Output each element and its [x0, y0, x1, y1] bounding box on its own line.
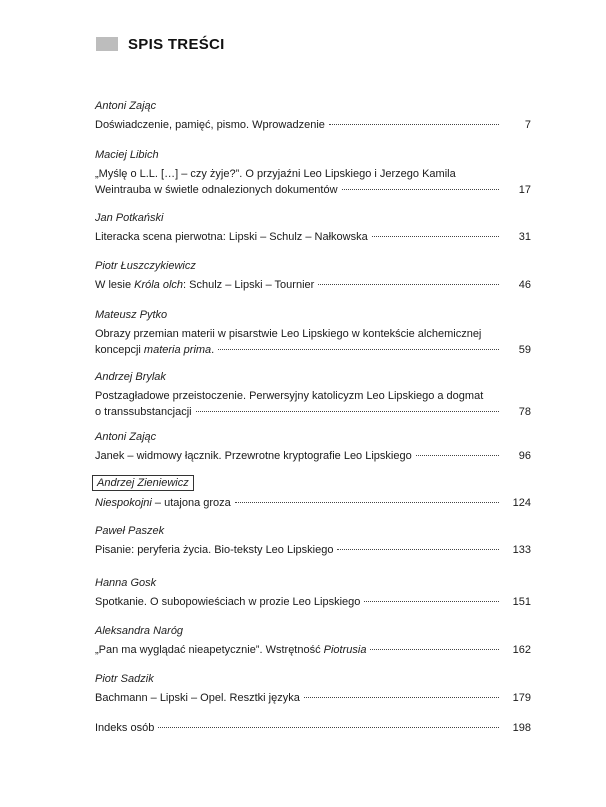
entry-title: Bachmann – Lipski – Opel. Resztki języka	[95, 692, 300, 704]
entry-author: Jan Potkański	[95, 212, 164, 224]
entry-page: 7	[524, 119, 531, 131]
entry-author: Mateusz Pytko	[95, 309, 168, 321]
toc-entry[interactable]	[95, 429, 531, 464]
header-bar-decoration	[96, 37, 118, 51]
entry-page: 17	[518, 184, 531, 196]
toc-entry[interactable]	[95, 147, 531, 198]
entry-title: Spotkanie. O subopowieściach w prozie Leo Lipskiego	[95, 596, 361, 608]
entry-page: 179	[512, 692, 531, 704]
entry-author-highlighted: Andrzej Zieniewicz	[92, 475, 194, 491]
toc-entry[interactable]	[95, 258, 531, 293]
entry-page: 31	[518, 231, 531, 243]
entry-title-line: „Myślę o L.L. […] – czy żyje?”. O przyjaźni Leo Lipskiego i Jerzego Kamila	[95, 168, 456, 180]
entry-page: 96	[518, 450, 531, 462]
leader-dots	[372, 236, 499, 237]
entry-page: 59	[518, 344, 531, 356]
toc-entry[interactable]	[95, 575, 531, 610]
entry-title: Indeks osób	[95, 722, 155, 734]
entry-title: Janek – widmowy łącznik. Przewrotne kryptografie Leo Lipskiego	[95, 450, 412, 462]
entry-page: 151	[512, 596, 531, 608]
entry-author: Paweł Paszek	[95, 525, 165, 537]
toc-entry[interactable]	[95, 369, 531, 420]
leader-dots	[196, 411, 499, 412]
entry-author: Maciej Libich	[95, 149, 159, 161]
leader-dots	[218, 349, 499, 350]
entry-author: Antoni Zając	[95, 431, 157, 443]
leader-dots	[337, 549, 499, 550]
toc-entry[interactable]	[95, 623, 531, 658]
toc-entry[interactable]	[95, 523, 531, 558]
entry-title-line: Obrazy przemian materii w pisarstwie Leo Lipskiego w kontekście alchemicznej	[95, 328, 482, 340]
entry-page: 162	[512, 644, 531, 656]
entry-page: 198	[512, 722, 531, 734]
entry-title-line: koncepcji materia prima.	[95, 344, 215, 356]
entry-author: Piotr Łuszczykiewicz	[95, 260, 196, 272]
entry-title: „Pan ma wyglądać nieapetycznie”. Wstrętność Piotrusia	[95, 644, 367, 656]
entry-title: Doświadczenie, pamięć, pismo. Wprowadzenie	[95, 119, 325, 131]
entry-page: 78	[518, 406, 531, 418]
entry-author: Piotr Sadzik	[95, 673, 154, 685]
leader-dots	[416, 455, 499, 456]
leader-dots	[318, 284, 499, 285]
entry-author: Hanna Gosk	[95, 577, 157, 589]
entry-title-line: o transsubstancjacji	[95, 406, 192, 418]
toc-entry[interactable]	[95, 475, 531, 511]
entry-title: Niespokojni – utajona groza	[95, 497, 231, 509]
leader-dots	[342, 189, 499, 190]
leader-dots	[364, 601, 499, 602]
entry-title: Literacka scena pierwotna: Lipski – Schulz – Nałkowska	[95, 231, 368, 243]
entry-page: 124	[512, 497, 531, 509]
leader-dots	[370, 649, 499, 650]
entry-author: Aleksandra Naróg	[95, 625, 184, 637]
toc-entry[interactable]	[95, 98, 531, 133]
entry-title: Pisanie: peryferia życia. Bio-teksty Leo Lipskiego	[95, 544, 334, 556]
entry-title: W lesie Króla olch: Schulz – Lipski – Tournier	[95, 279, 315, 291]
leader-dots	[235, 502, 499, 503]
entry-title-line: Postzagładowe przeistoczenie. Perwersyjny katolicyzm Leo Lipskiego a dogmat	[95, 390, 484, 402]
page-title: SPIS TREŚCI	[128, 35, 225, 53]
entry-page: 133	[512, 544, 531, 556]
entry-title-line: Weintrauba w świetle odnalezionych dokumentów	[95, 184, 338, 196]
leader-dots	[304, 697, 499, 698]
toc-entry-index[interactable]	[95, 720, 531, 736]
entry-author: Andrzej Brylak	[95, 371, 166, 383]
entry-author: Antoni Zając	[95, 100, 157, 112]
leader-dots	[158, 727, 499, 728]
leader-dots	[329, 124, 499, 125]
entry-page: 46	[518, 279, 531, 291]
toc-entry[interactable]	[95, 210, 531, 245]
toc-entry[interactable]	[95, 307, 531, 358]
toc-header	[96, 34, 225, 54]
toc-entry[interactable]	[95, 671, 531, 706]
